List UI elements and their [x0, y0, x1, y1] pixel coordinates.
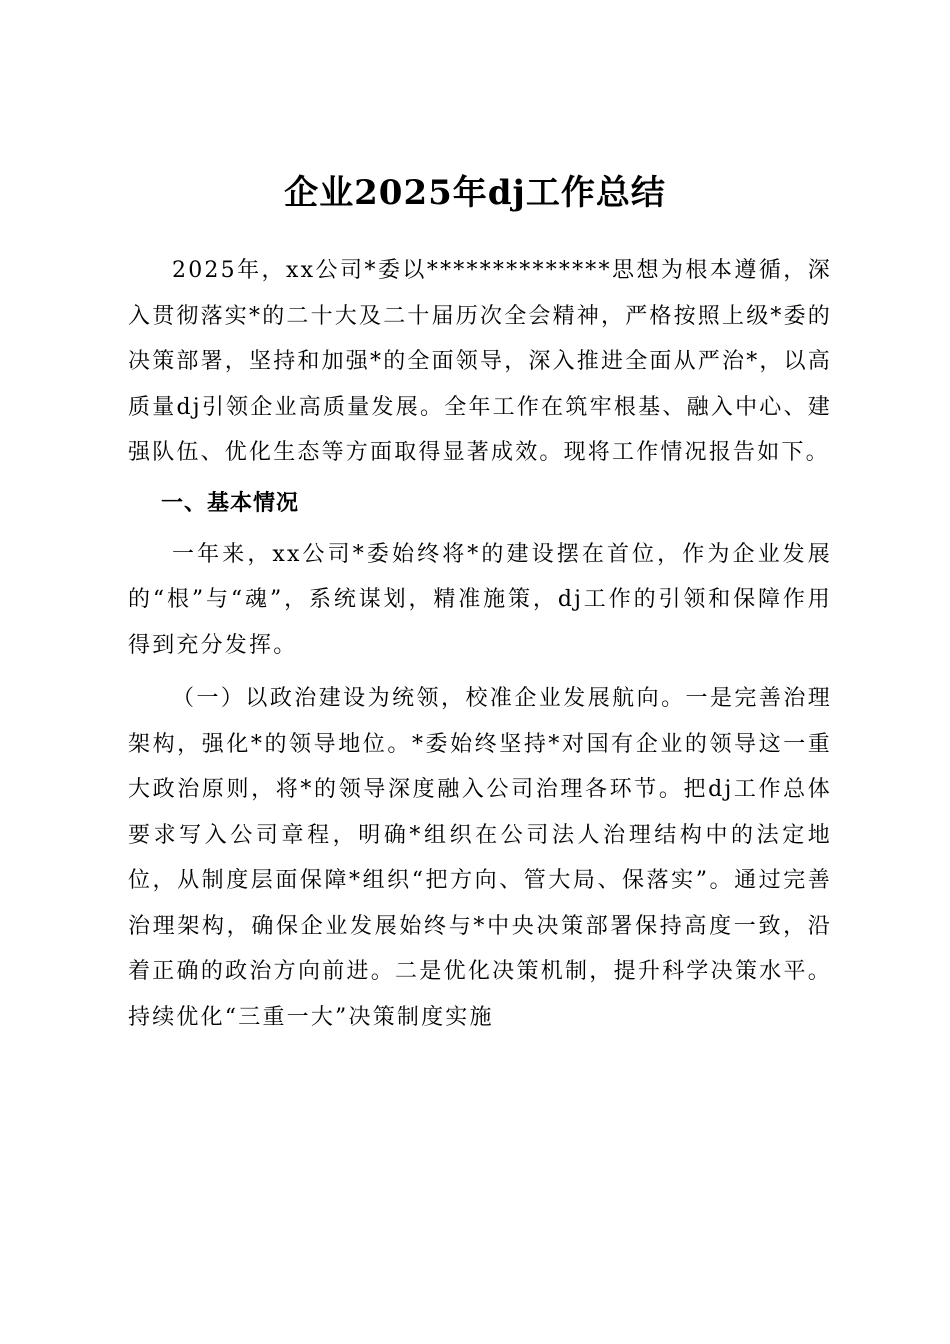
- overview-paragraph: 一年来，xx公司*委始终将*的建设摆在首位，作为企业发展的“根”与“魂”，系统谋划，精准施策，dj工作的引领和保障作用得到充分发挥。: [128, 541, 832, 658]
- document-body: [128, 248, 832, 1040]
- intro-paragraph: 2025年，xx公司*委以**************思想为根本遵循，深入贯彻落实*的二十大及二十届历次全会精神，严格按照上级*委的决策部署，坚持和加强*的全面领导，深入推进全面从严治*，以高质量dj引领企业高质量发展。全年工作在筑牢根基、融入中心、建强队伍、优化生态等方面取得显著成效。现将工作情况报告如下。: [128, 258, 833, 465]
- section-heading-basic-situation: 一、基本情况: [161, 490, 300, 516]
- document-title: 企业2025年dj工作总结: [284, 173, 666, 213]
- section-1-paragraph: （一）以政治建设为统领，校准企业发展航向。一是完善治理架构，强化*的领导地位。*委始终坚持*对国有企业的领导这一重大政治原则，将*的领导深度融入公司治理各环节。把dj工作总体要求写入公司章程，明确*组织在公司法人治理结构中的法定地位，从制度层面保障*组织“把方向、管大局、保落实”。通过完善治理架构，确保企业发展始终与*中央决策部署保持高度一致，沿着正确的政治方向前进。二是优化决策机制，提升科学决策水平。持续优化“三重一大”决策制度实施: [128, 686, 832, 1030]
